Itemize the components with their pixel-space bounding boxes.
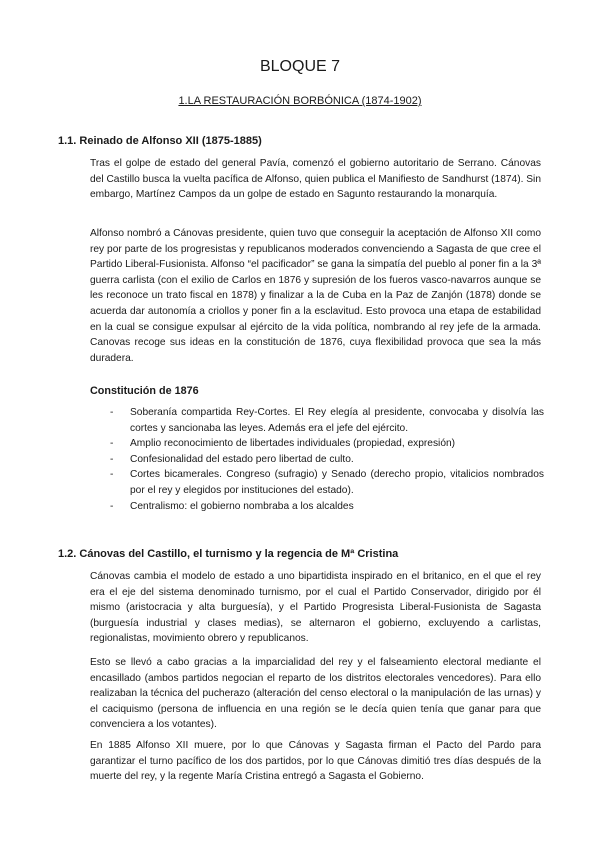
list-item xyxy=(110,452,544,468)
section-2-paragraph-3: En 1885 Alfonso XII muere, por lo que Cánovas y Sagasta firman el Pacto del Pardo para garantizar el turno pacífico de los dos partidos, por lo que Cánovas dimitió tres días después de la muerte del rey, y la regente María Cristina entregó a Sagasta el Gobierno. xyxy=(90,740,541,783)
list-item-text: Centralismo: el gobierno nombraba a los alcaldes xyxy=(130,500,354,512)
section-2-paragraph-1: Cánovas cambia el modelo de estado a uno bipartidista inspirado en el britanico, en el que el rey era el eje del sistema denominado turnismo, por el cual el Partido Conservador, dirigido por él mismo (aristocracia y alta burguesía), y el Partido Progresista Liberal-Fusionista de Sagasta (burguesía industrial y clases medias), se alternaron el gobierno, excluyendo a carlistas, regionalistas, movimiento obrero y republicanos. xyxy=(90,571,541,645)
list-item-text: Amplio reconocimiento de libertades individuales (propiedad, expresión) xyxy=(130,438,456,450)
bullet-dash: - xyxy=(110,469,114,481)
section-1-paragraph-1: Tras el golpe de estado del general Pavía, comenzó el gobierno autoritario de Serrano. Cánovas del Castillo busca la vuelta pacífica de Alfonso, quien publica el Manifiesto de Sandhurst (1874). Sin embargo, Martínez Campos da un golpe de estado en Sagunto restaurando la monarquía. xyxy=(90,158,541,201)
section-1-paragraph-2: Alfonso nombró a Cánovas presidente, quien tuvo que conseguir la aceptación de Alfonso XII como rey por parte de los progresistas y republicanos moderados convenciendo a Sagasta de que cree el Partido Liberal-Fusionista. Alfonso “el pacificador” se gana la simpatía del pueblo al poner fin a la 3ª guerra carlista (con el exilio de Carlos en 1876 y supresión de los fueros vasco-navarros aunque se les reconoce un trato fiscal en 1878) y finalizar a la de Cuba en la Paz de Zanjón (1878) donde se acuerda dar autonomía a criollos y poner fin a la esclavitud. Esto provoca una etapa de estabilidad en la cual se consigue expulsar al ejército de la vida política, nombrando al rey jefe de la armada. Canovas recoge sus ideas en la constitución de 1876, cuya flexibilidad provoca que sea la más duradera. xyxy=(90,228,541,364)
document-title: BLOQUE 7 xyxy=(259,58,341,75)
section-2-heading: 1.2. Cánovas del Castillo, el turnismo y la regencia de Mª Cristina xyxy=(58,548,399,560)
bullet-dash: - xyxy=(110,453,114,465)
section-2-paragraph-2: Esto se llevó a cabo gracias a la imparcialidad del rey y el falseamiento electoral mediante el encasillado (ambos partidos negocian el reparto de los distritos electorales vencedores). Para ello realizaban la técnica del pucherazo (alteración del censo electoral o la manipulación de las urnas) y el caciquismo (persona de influencia en una región se le decía quien tenía que ganar para que convenciera a los votantes). xyxy=(90,657,541,731)
constitution-heading: Constitución de 1876 xyxy=(90,385,199,397)
list-item xyxy=(110,436,544,452)
list-item xyxy=(110,467,544,498)
document-subtitle: 1.LA RESTAURACIÓN BORBÓNICA (1874-1902) xyxy=(178,95,422,107)
list-item-text: Soberanía compartida Rey-Cortes. El Rey elegía al presidente, convocaba y disolvía las cortes y sancionaba las leyes. Además era el jefe del ejército. xyxy=(130,407,544,434)
bullet-dash: - xyxy=(110,438,114,450)
list-item xyxy=(110,499,544,515)
list-item-text: Cortes bicamerales. Congreso (sufragio) y Senado (derecho propio, vitalicios nombrados por el rey y elegidos por instituciones del estado). xyxy=(130,469,544,496)
bullet-dash: - xyxy=(110,407,114,418)
list-item-text: Confesionalidad del estado pero libertad de culto. xyxy=(130,453,354,465)
section-1-heading: 1.1. Reinado de Alfonso XII (1875-1885) xyxy=(58,135,262,147)
list-item xyxy=(110,405,544,436)
bullet-dash: - xyxy=(110,500,114,512)
constitution-list xyxy=(110,405,544,514)
